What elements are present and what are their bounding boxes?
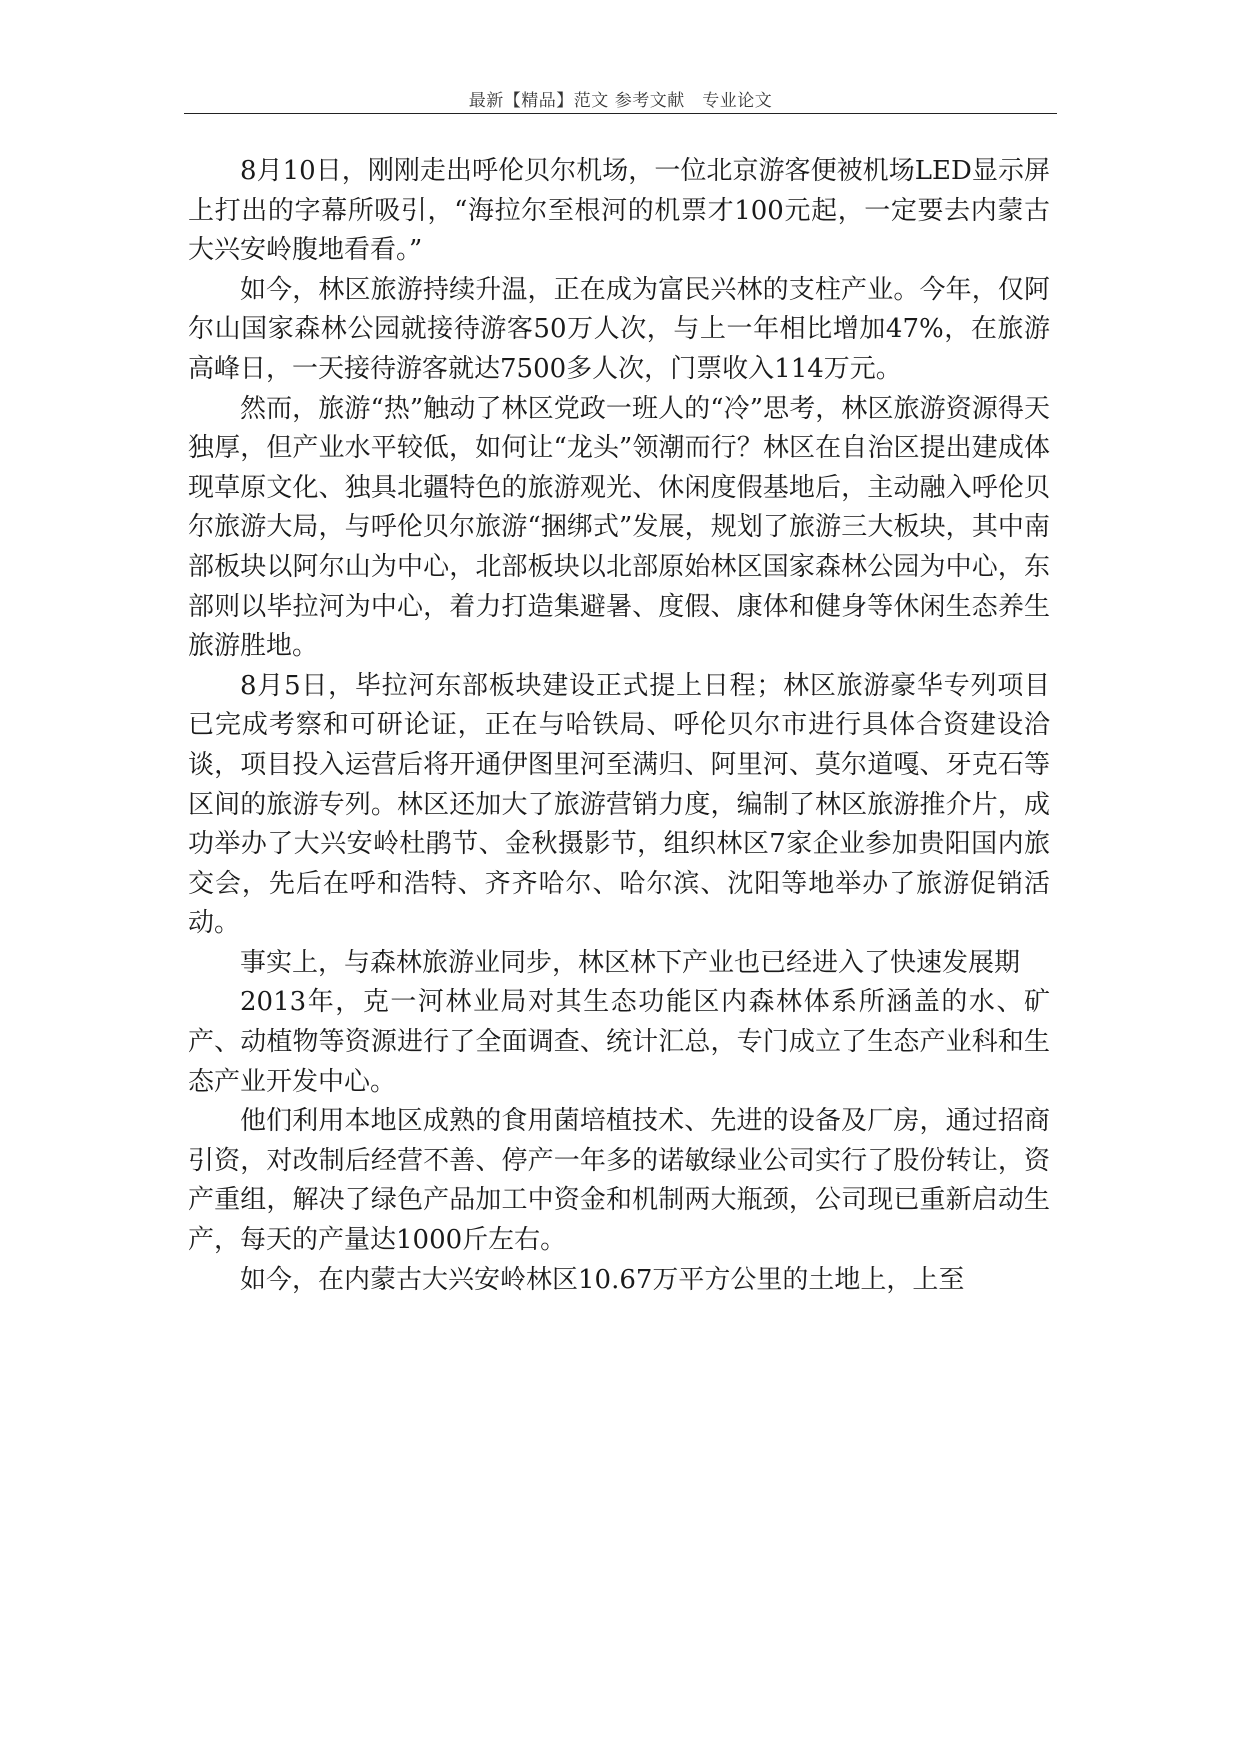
page-header: 最新【精品】范文 参考文献 专业论文 — [468, 91, 773, 111]
paragraph: 他们利用本地区成熟的食用菌培植技术、先进的设备及厂房，通过招商引资，对改制后经营不善、停产一年多的诺敏绿业公司实行了股份转让，资产重组，解决了绿色产品加工中资金和机制两大瓶颈，公司现已重新启动生产，每天的产量达1000斤左右。 — [188, 1106, 1050, 1256]
article-body — [188, 152, 1050, 1300]
paragraph: 事实上，与森林旅游业同步，林区林下产业也已经进入了快速发展期 — [240, 947, 1021, 978]
paragraph: 2013年，克一河林业局对其生态功能区内森林体系所涵盖的水、矿产、动植物等资源进行了全面调查、统计汇总，专门成立了生态产业科和生态产业开发中心。 — [188, 987, 1050, 1097]
paragraph: 如今，林区旅游持续升温，正在成为富民兴林的支柱产业。今年，仅阿尔山国家森林公园就接待游客50万人次，与上一年相比增加47%，在旅游高峰日，一天接待游客就达7500多人次，门票收入114万元。 — [188, 274, 1050, 384]
paragraph: 如今，在内蒙古大兴安岭林区10.67万平方公里的土地上，上至 — [240, 1264, 965, 1295]
header-divider — [184, 113, 1057, 114]
paragraph: 8月5日，毕拉河东部板块建设正式提上日程；林区旅游豪华专列项目已完成考察和可研论证，正在与哈铁局、呼伦贝尔市进行具体合资建设洽谈，项目投入运营后将开通伊图里河至满归、阿里河、莫尔道嘎、牙克石等区间的旅游专列。林区还加大了旅游营销力度，编制了林区旅游推介片，成功举办了大兴安岭杜鹃节、金秋摄影节，组织林区7家企业参加贵阳国内旅交会，先后在呼和浩特、齐齐哈尔、哈尔滨、沈阳等地举办了旅游促销活动。 — [188, 670, 1050, 939]
paragraph: 然而，旅游“热”触动了林区党政一班人的“冷”思考，林区旅游资源得天独厚，但产业水平较低，如何让“龙头”领潮而行？林区在自治区提出建成体现草原文化、独具北疆特色的旅游观光、休闲度假基地后，主动融入呼伦贝尔旅游大局，与呼伦贝尔旅游“捆绑式”发展，规划了旅游三大板块，其中南部板块以阿尔山为中心，北部板块以北部原始林区国家森林公园为中心，东部则以毕拉河为中心，着力打造集避暑、度假、康体和健身等休闲生态养生旅游胜地。 — [188, 393, 1050, 662]
paragraph: 8月10日，刚刚走出呼伦贝尔机场，一位北京游客便被机场LED显示屏上打出的字幕所吸引，“海拉尔至根河的机票才100元起，一定要去内蒙古大兴安岭腹地看看。” — [188, 156, 1050, 266]
